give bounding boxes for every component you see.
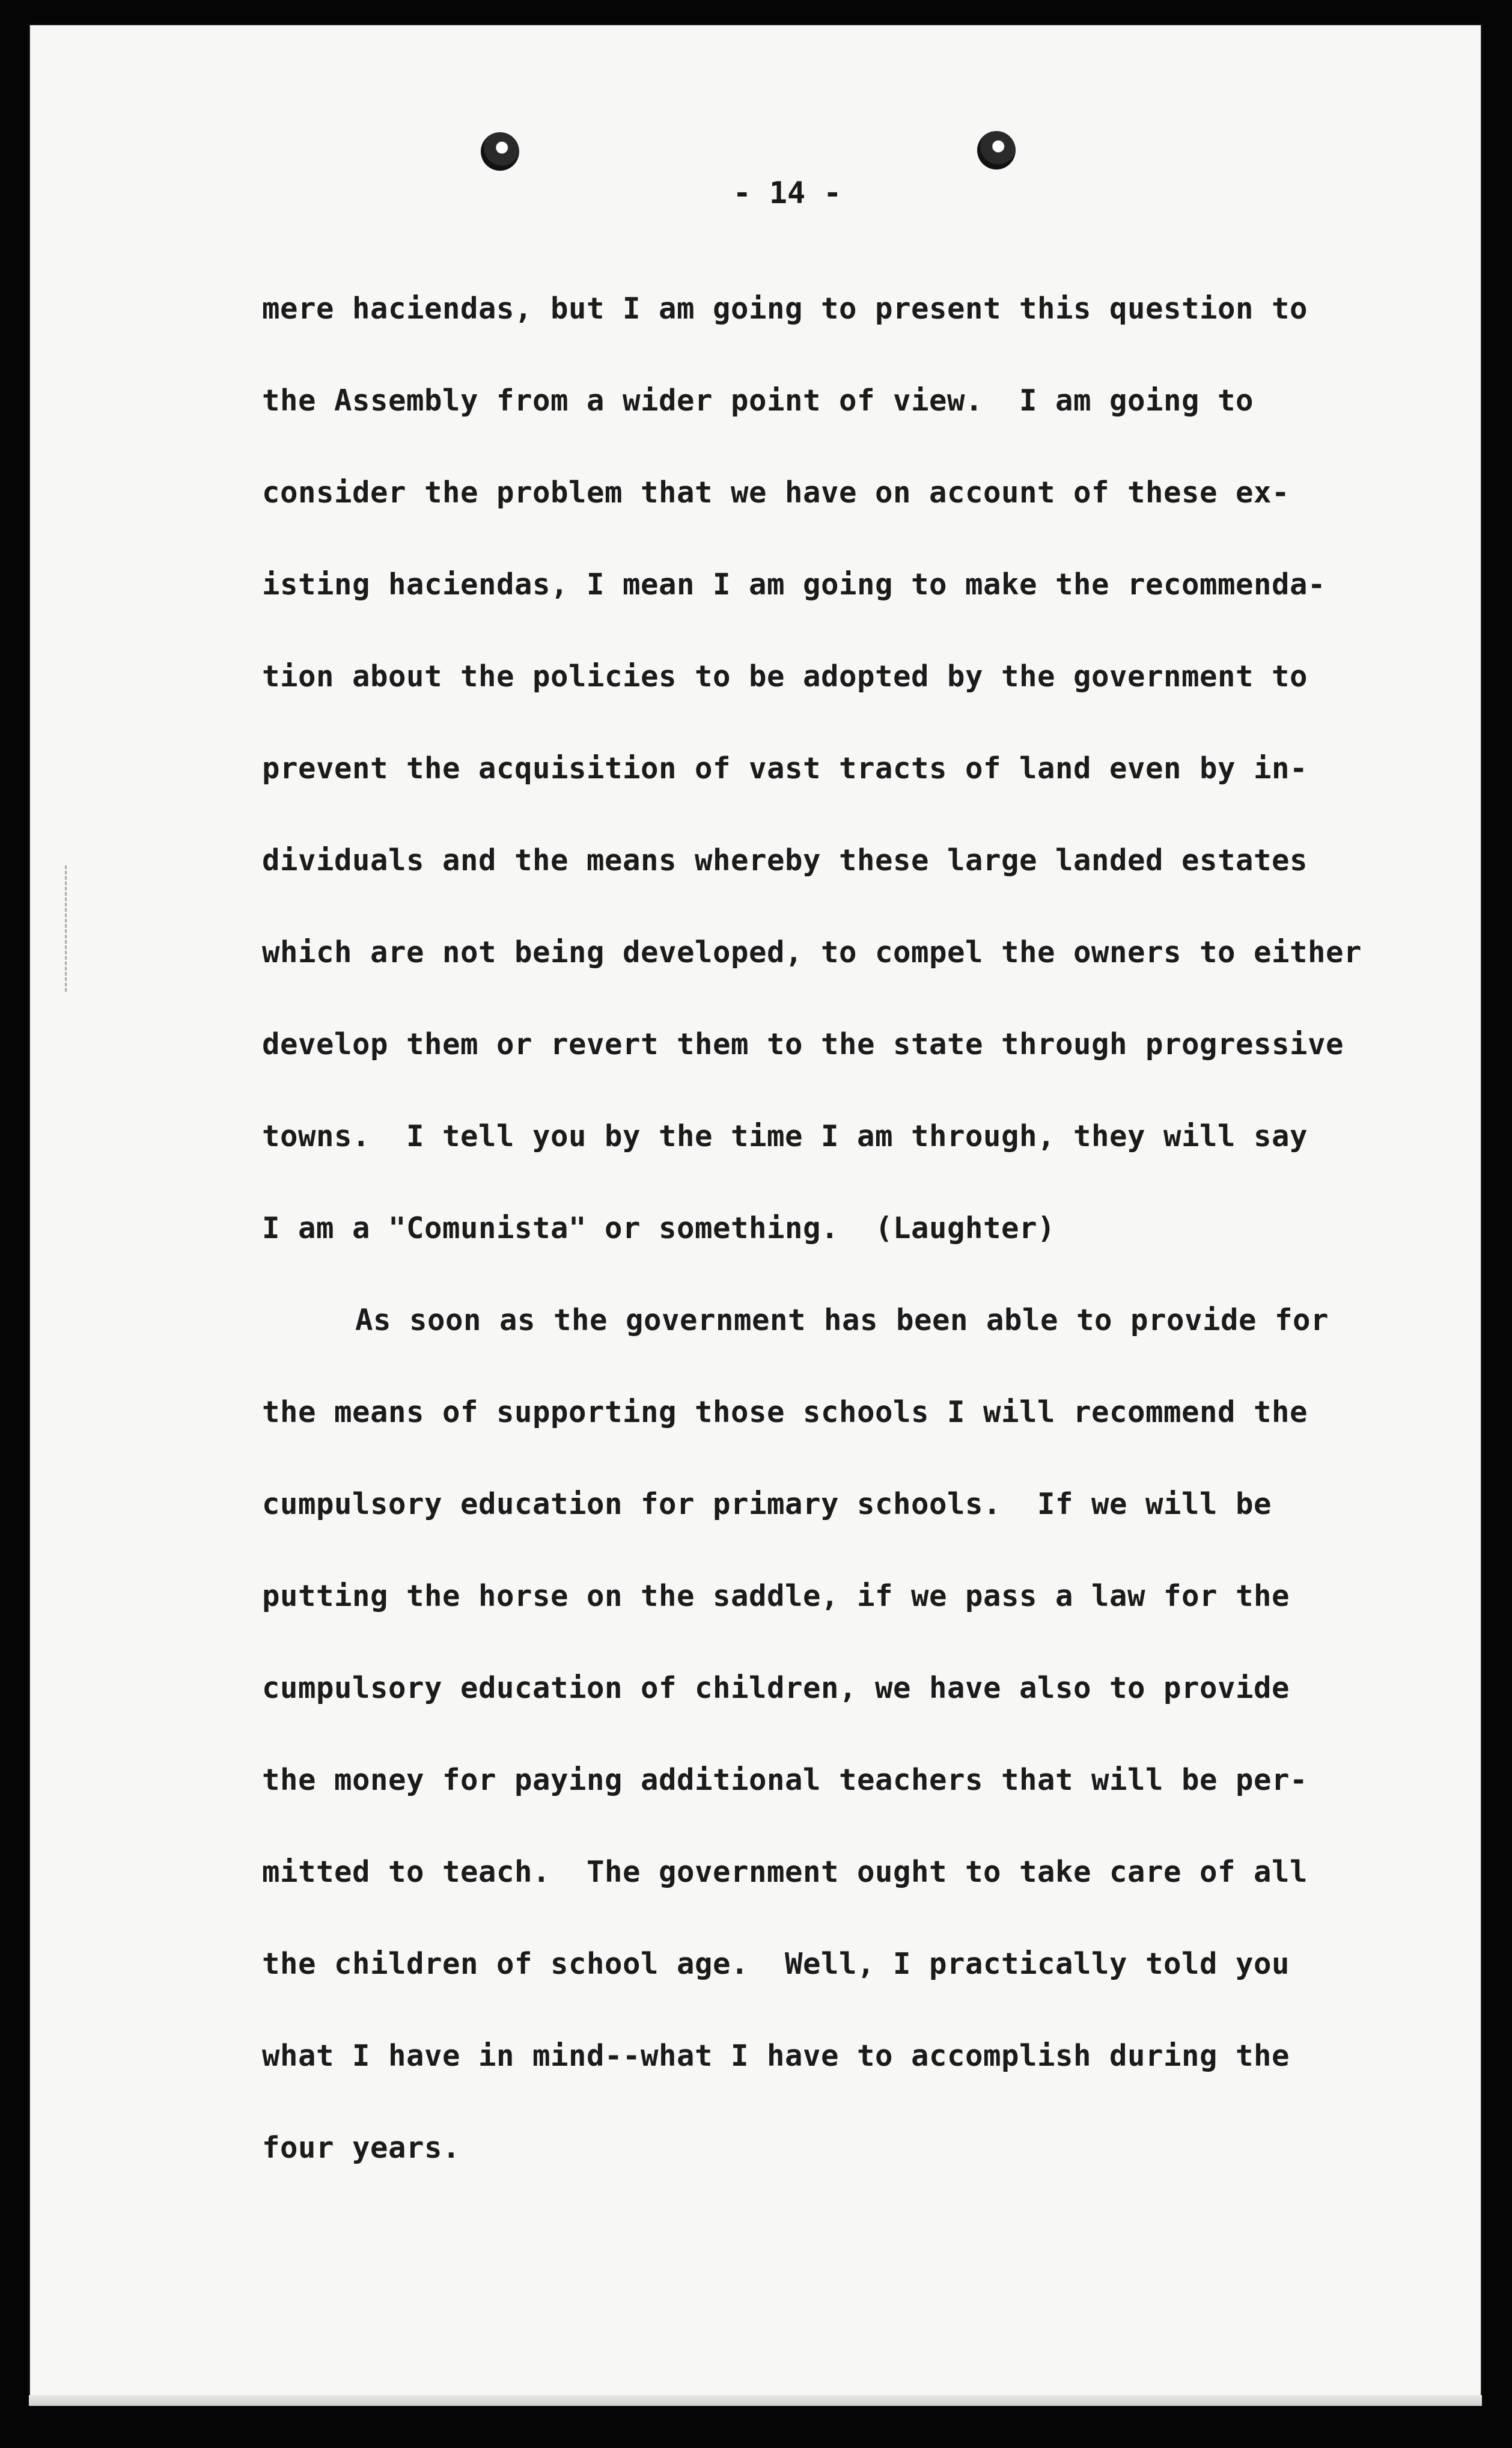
text-line: four years. <box>262 2131 461 2165</box>
text-line: consider the problem that we have on account of these ex- <box>262 475 1290 510</box>
text-line: putting the horse on the saddle, if we pass a law for the <box>262 1579 1290 1613</box>
page-number: - 14 - <box>733 176 842 210</box>
text-line: I am a "Comunista" or something. (Laughter) <box>262 1211 1056 1245</box>
page-bottom-edge <box>29 2395 1482 2406</box>
text-line: tion about the policies to be adopted by the government to <box>262 659 1308 694</box>
typed-body-text <box>262 263 1404 2194</box>
text-line: isting haciendas, I mean I am going to make the recommenda- <box>262 567 1326 602</box>
text-line: which are not being developed, to compel the owners to either <box>262 935 1362 969</box>
text-line: what I have in mind--what I have to accomplish during the <box>262 2039 1290 2073</box>
text-line: dividuals and the means whereby these large landed estates <box>262 843 1308 878</box>
text-line: As soon as the government has been able to provide for <box>355 1303 1329 1337</box>
text-line: the children of school age. Well, I practically told you <box>262 1947 1290 1981</box>
text-line: the means of supporting those schools I will recommend the <box>262 1395 1308 1429</box>
text-line: mitted to teach. The government ought to take care of all <box>262 1855 1308 1889</box>
text-line: prevent the acquisition of vast tracts of land even by in- <box>262 751 1308 786</box>
margin-pencil-mark <box>65 865 73 992</box>
text-line: develop them or revert them to the state through progressive <box>262 1027 1344 1061</box>
text-line: towns. I tell you by the time I am through, they will say <box>262 1119 1308 1153</box>
text-line: cumpulsory education for primary schools. If we will be <box>262 1487 1272 1521</box>
text-line: the money for paying additional teachers that will be per- <box>262 1763 1308 1797</box>
punch-hole-left <box>481 132 519 171</box>
text-line: the Assembly from a wider point of view. I am going to <box>262 383 1254 418</box>
paragraph-1 <box>262 263 1404 1274</box>
paragraph-2 <box>262 1274 1404 2194</box>
text-line: cumpulsory education of children, we have also to provide <box>262 1671 1290 1705</box>
punch-hole-right <box>977 131 1016 169</box>
text-line: mere haciendas, but I am going to present this question to <box>262 292 1308 326</box>
